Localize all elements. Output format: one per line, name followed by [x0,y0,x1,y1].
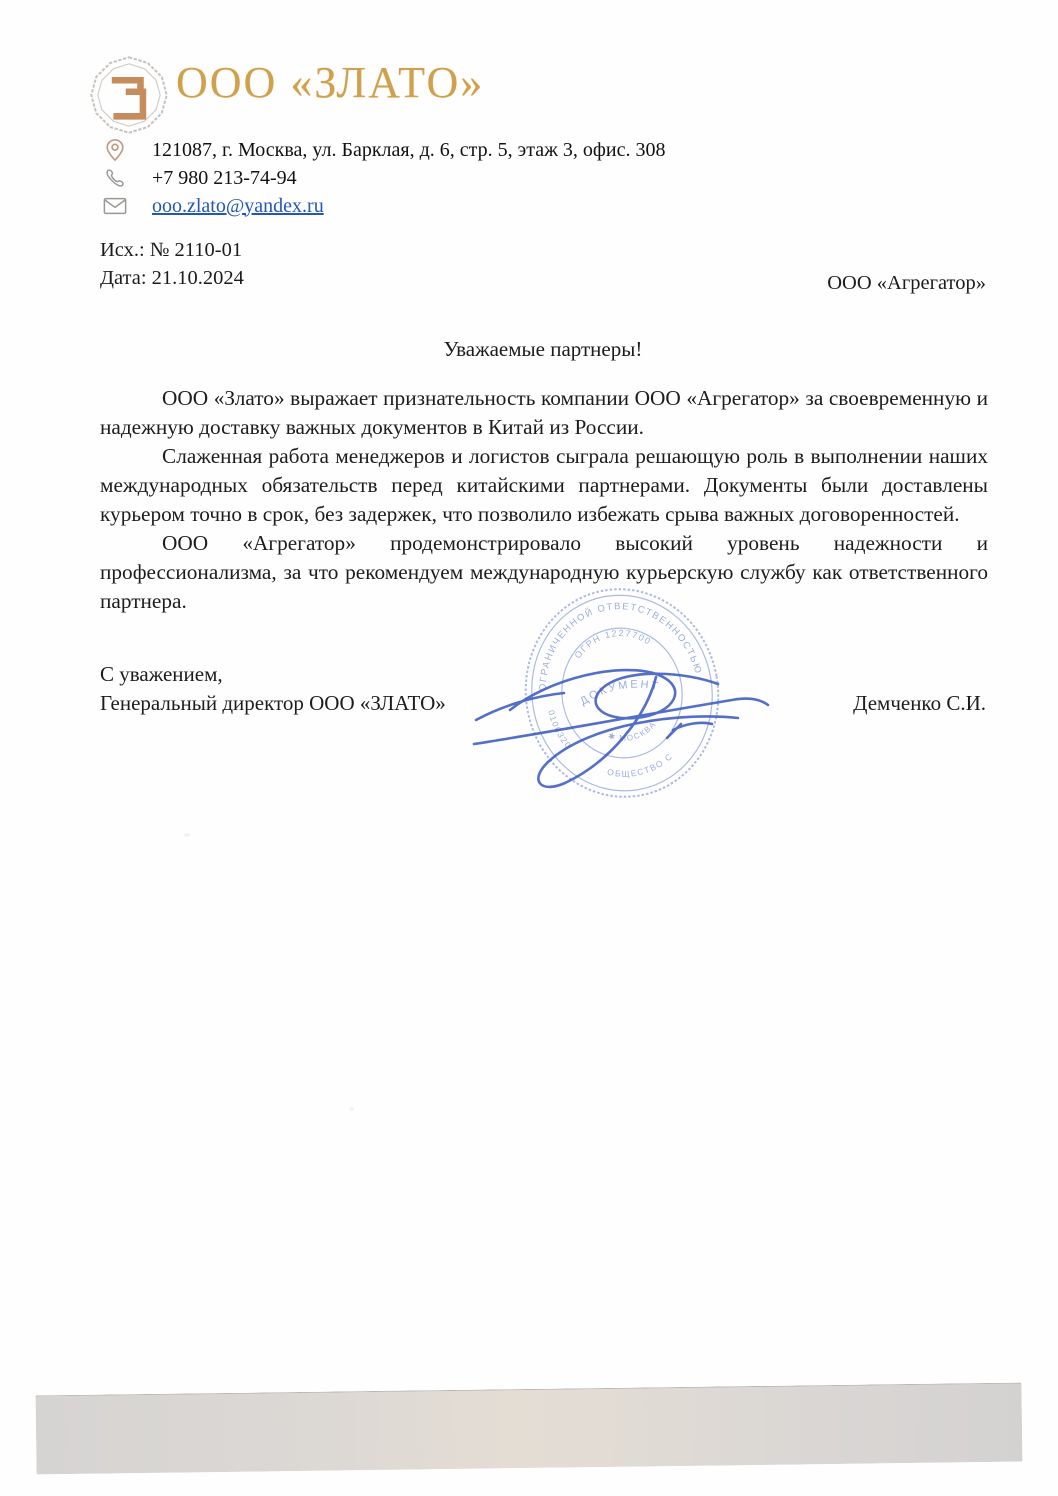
scan-artifact-band [36,1383,1023,1475]
signature-scribble [468,622,778,807]
address-row [100,136,665,164]
company-address: 121087, г. Москва, ул. Барклая, д. 6, стр. 5, этаж 3, офис. 308 [152,138,666,161]
salutation: Уважаемые партнеры! [443,337,643,361]
handwritten-signature-icon [468,622,778,807]
stamp-city-text: ✱ МОСКВА [607,719,659,743]
paragraph-1: ООО «Злато» выражает признательность компании ООО «Агрегатор» за своевременную и надежную доставку важных документов в Китай из России. [100,386,988,439]
zlato-logo [88,53,170,137]
scan-speck [184,833,190,837]
scan-speck [349,1107,354,1111]
letter-body [100,384,988,616]
recipient-name: ООО «Агрегатор» [827,272,986,294]
company-phone: +7 980 213-74-94 [152,166,297,189]
closing-line: С уважением, [100,662,223,686]
meta-block [100,236,986,292]
zlato-emblem-icon [88,53,170,137]
stamp-ring-top-text: ОГРАНИЧЕННОЙ ОТВЕТСТВЕННОСТЬЮ [537,601,704,692]
outgoing-number: Исх.: № 2110-01 [100,239,243,261]
paragraph-2: Слаженная работа менеджеров и логистов сыграла решающую роль в выполнении наших международных обязательств перед китайскими партнерами. Документы были доставлены курьером точно в срок, без задержек, что позволило избежать срыва важных договоренностей. [100,444,988,526]
phone-icon [100,166,130,190]
stamp-ring-bottom-text: ОБЩЕСТВО С [606,750,675,779]
paragraph-3: ООО «Агрегатор» продемонстрировало высокий уровень надежности и профессионализма, за что рекомендуем международную курьерскую службу как ответственного партнера. [100,531,988,613]
stamp-ring-numbers: 0106320 [546,708,574,752]
signer-position: Генеральный директор ООО «ЗЛАТО» [100,691,446,715]
closing-block [100,660,446,718]
phone-row [100,164,665,192]
letter-date: Дата: 21.10.2024 [100,267,244,289]
company-title: ООО «ЗЛАТО» [176,58,485,107]
stamp-center-text: ДОКУМЕНТ [578,678,662,708]
stamp-ogrn-text: ОГРН 1227700 [572,628,654,661]
email-row [100,192,665,220]
contact-block [100,136,665,220]
email-icon [100,194,130,218]
company-email-link[interactable]: ooo.zlato@yandex.ru [152,194,324,217]
signer-name: Демченко С.И. [853,691,986,715]
location-pin-icon [100,138,130,162]
